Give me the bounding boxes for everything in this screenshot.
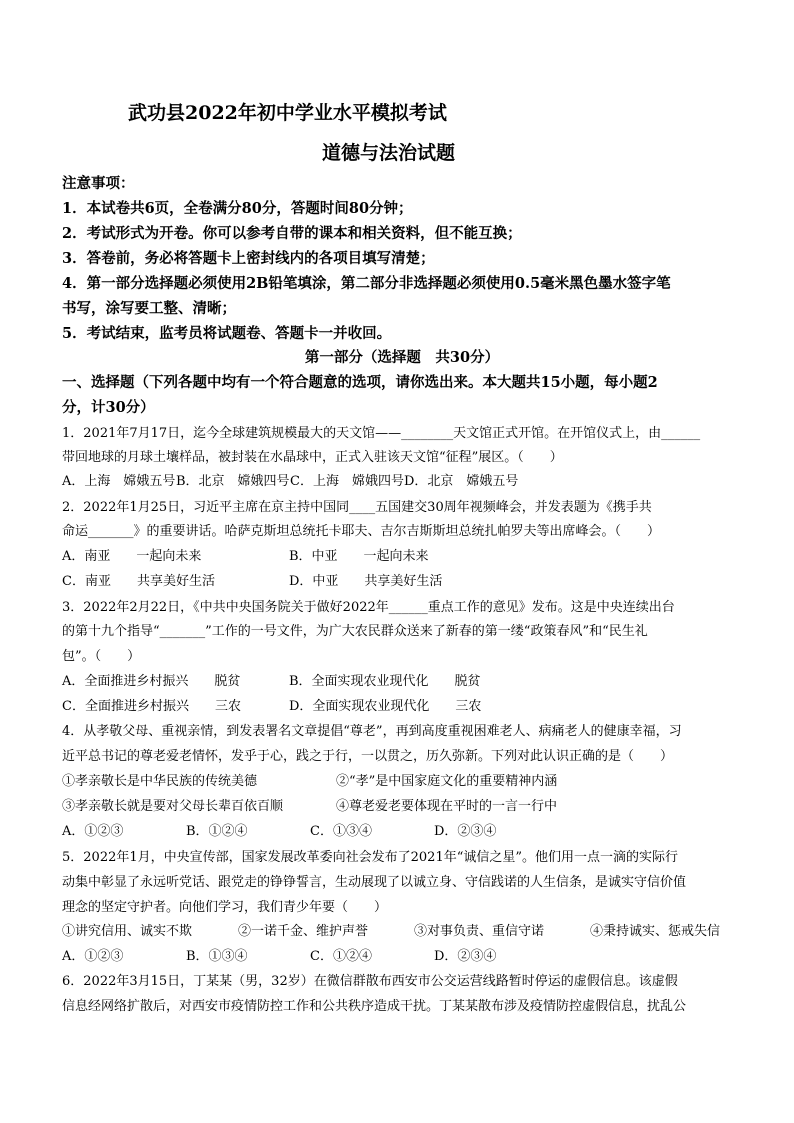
option-c: C．上海 嫦娥四号 (290, 474, 404, 489)
question-5-options (62, 947, 742, 967)
question-6-text: 6．2022年3月15日，丁某某（男，32岁）在微信群散布西安市公交运营线路暂时停运的虚假信息。该虚假 (62, 974, 678, 989)
option-d: D．②③④ (434, 824, 497, 839)
question-4-statements (62, 772, 742, 792)
question-2-options (62, 547, 742, 567)
question-5-statements (62, 922, 742, 942)
statement-4: ④尊老爱老要体现在平时的一言一行中 (336, 799, 558, 814)
note-item: 4．第一部分选择题必须使用2B铅笔填涂，第二部分非选择题必须使用0.5毫米黑色墨水签字笔 (62, 275, 671, 292)
question-2-text: 2．2022年1月25日，习近平主席在京主持中国同____五国建交30周年视频峰会，并发表题为《携手共 (62, 500, 652, 515)
question-3-options (62, 697, 742, 717)
question-1-text: 带回地球的月球土壤样品，被封装在水晶球中，正式入驻该天文馆“征程”展区。（ ） (62, 450, 563, 465)
option-c: C．①③④ (310, 824, 372, 839)
option-b: B．①③④ (186, 949, 248, 964)
question-1-options (62, 472, 742, 492)
question-4-options (62, 822, 742, 842)
question-4-statements (62, 797, 742, 817)
option-a: A．南亚 一起向未来 (62, 549, 202, 564)
statement-2: ②“孝”是中国家庭文化的重要精神内涵 (336, 774, 558, 789)
question-3-text: 的第十九个指导“_______”工作的一号文件，为广大农民群众送来了新春的第一缕“政策春风”和“民生礼 (62, 624, 648, 639)
statement-1: ①讲究信用、诚实不欺 (62, 924, 193, 939)
question-2-options (62, 572, 742, 592)
exam-title: 武功县2022年初中学业水平模拟考试 (128, 102, 447, 124)
option-a: A．①②③ (62, 949, 124, 964)
question-3-options (62, 672, 742, 692)
question-6-text: 信息经网络扩散后，对西安市疫情防控工作和公共秩序造成干扰。丁某某散布涉及疫情防控虚假信息，扰乱公 (62, 999, 687, 1014)
option-c: C．全面推进乡村振兴 三农 (62, 699, 241, 714)
option-b: B．全面实现农业现代化 脱贫 (289, 674, 481, 689)
note-item: 2．考试形式为开卷。你可以参考自带的课本和相关资料，但不能互换； (62, 225, 522, 242)
note-item: 书写，涂写要工整、清晰； (62, 300, 236, 317)
exam-subtitle: 道德与法治试题 (322, 142, 456, 164)
question-3-text: 3．2022年2月22日，《中共中央国务院关于做好2022年______重点工作的意见》发布。这是中央连续出台 (62, 600, 675, 615)
note-item: 3．答卷前，务必将答题卡上密封线内的各项目填写清楚； (62, 250, 435, 267)
note-item: 1．本试卷共6页，全卷满分80分，答题时间80分钟； (62, 200, 413, 217)
option-b: B．①②④ (186, 824, 248, 839)
statement-4: ④秉持诚实、惩戒失信 (590, 924, 721, 939)
option-c: C．①②④ (310, 949, 372, 964)
option-a: A．上海 嫦娥五号 (62, 474, 176, 489)
question-5-text: 5．2022年1月，中央宣传部，国家发展改革委向社会发布了2021年“诚信之星”。他们用一点一滴的实际行 (62, 850, 679, 865)
notes-heading: 注意事项： (62, 175, 135, 192)
option-a: A．①②③ (62, 824, 124, 839)
section-instruction: 分，计30分） (62, 399, 155, 416)
option-d: D．全面实现农业现代化 三农 (289, 699, 482, 714)
option-c: C．南亚 共享美好生活 (62, 574, 215, 589)
question-4-text: 4．从孝敬父母、重视亲情，到发表署名文章提倡“尊老”，再到高度重视困难老人、病痛老人的健康幸福，习 (62, 724, 682, 739)
note-item: 5．考试结束，监考员将试题卷、答题卡一并收回。 (62, 325, 392, 342)
statement-3: ③孝亲敬长就是要对父母长辈百依百顺 (62, 799, 284, 814)
question-5-text: 动集中彰显了永远听党话、跟党走的铮铮誓言，生动展现了以诚立身、守信践诺的人生信条，是诚实守信价值 (62, 875, 687, 890)
statement-2: ②一诺千金、维护声誉 (238, 924, 369, 939)
question-2-text: 命运_______》的重要讲话。哈萨克斯坦总统托卡耶夫、吉尔吉斯斯坦总统扎帕罗夫等出席峰会。（ ） (62, 524, 661, 539)
statement-1: ①孝亲敬长是中华民族的传统美德 (62, 774, 258, 789)
question-3-text: 包”。（ ） (62, 649, 141, 664)
question-1-text: 1．2021年7月17日，迄今全球建筑规模最大的天文馆——________天文馆正式开馆。在开馆仪式上，由______ (62, 426, 701, 441)
section-instruction: 一、选择题（下列各题中均有一个符合题意的选项，请你选出来。本大题共15小题，每小题2 (62, 374, 658, 391)
option-d: D．北京 嫦娥五号 (404, 474, 519, 489)
statement-3: ③对事负责、重信守诺 (414, 924, 545, 939)
question-4-text: 近平总书记的尊老爱老情怀，发乎于心，践之于行，一以贯之，历久弥新。下列对此认识正确的是（ ） (62, 749, 674, 764)
option-d: D．中亚 共享美好生活 (289, 574, 443, 589)
question-5-text: 理念的坚定守护者。向他们学习，我们青少年要（ ） (62, 900, 388, 915)
option-a: A．全面推进乡村振兴 脱贫 (62, 674, 241, 689)
option-b: B．中亚 一起向未来 (289, 549, 429, 564)
option-d: D．②③④ (434, 949, 497, 964)
part1-heading: 第一部分（选择题 共30分） (304, 349, 500, 366)
option-b: B．北京 嫦娥四号 (176, 474, 290, 489)
